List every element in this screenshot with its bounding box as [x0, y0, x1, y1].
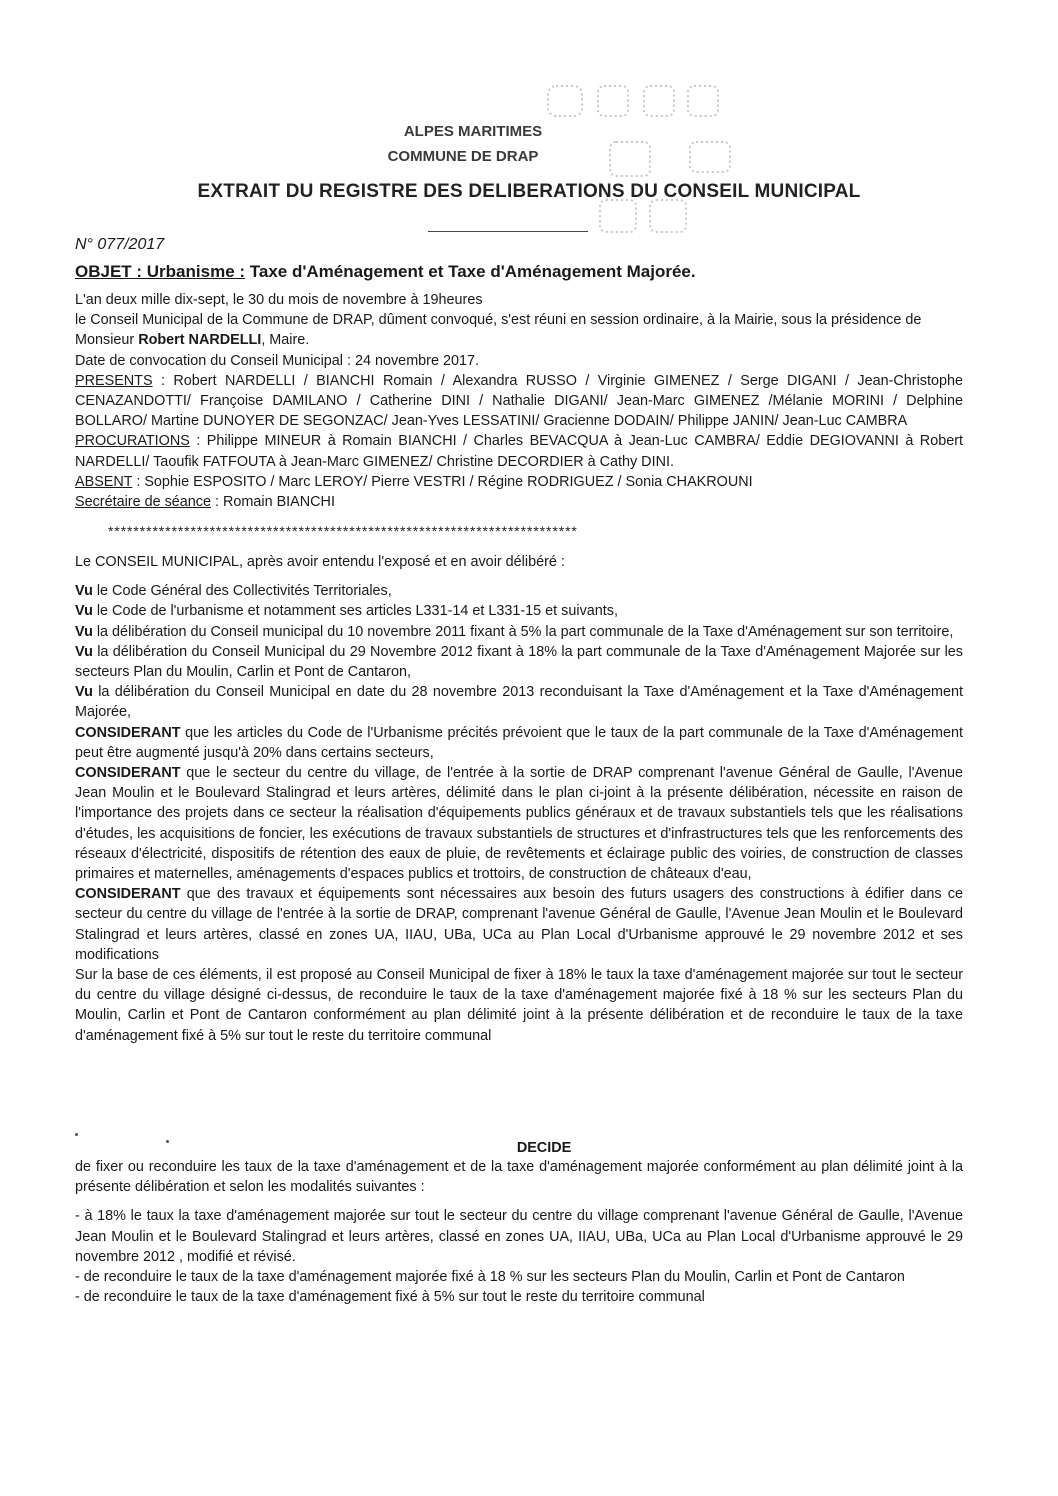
mayor-name: Robert NARDELLI: [138, 332, 262, 349]
separator-line: **************************************************************************: [108, 523, 578, 539]
session-convocation-text: le Conseil Municipal de la Commune de DRAP, dûment convoqué, s'est réuni en session ordinaire, à la Mairie, sous la présidence de Monsieur Robert NARDELLI, Maire.: [75, 312, 922, 349]
considerations: [75, 552, 963, 1046]
vu-item: Vu la délibération du Conseil Municipal en date du 28 novembre 2013 reconduisant la Taxe d'Aménagement et la Taxe d'Aménagement Majorée,: [75, 684, 963, 721]
vu-item: Vu la délibération du Conseil municipal du 10 novembre 2011 fixant à 5% la part communale de la Taxe d'Aménagement sur son territoire,: [75, 623, 954, 640]
object-text: Taxe d'Aménagement et Taxe d'Aménagement Majorée.: [245, 262, 696, 281]
considerant-item: CONSIDERANT que des travaux et équipements sont nécessaires aux besoin des futurs usagers des constructions à édifier dans ce secteur du centre du village de l'entrée à la sortie de DRAP, comprenant l'avenue Général de Gaulle, l'Avenue Jean Moulin et le Boulevard Stalingrad et leurs artères, classé en zones UA, IIAU, UBa, UCa au Plan Local d'Urbanisme approuvé le 29 novembre 2012 et ses modifications: [75, 886, 963, 963]
scan-speck: [75, 1133, 78, 1136]
scan-speck: [166, 1140, 169, 1143]
register-title: EXTRAIT DU REGISTRE DES DELIBERATIONS DU CONSEIL MUNICIPAL: [197, 181, 861, 202]
procurations-label: PROCURATIONS: [75, 433, 190, 450]
deliberation-object: [75, 262, 696, 282]
presents-label: PRESENTS: [75, 372, 153, 389]
vu-item: Vu le Code Général des Collectivités Territoriales,: [75, 583, 392, 600]
considerant-item: CONSIDERANT que les articles du Code de l'Urbanisme précités prévoient que le taux de la part communale de la Taxe d'Aménagement peut être augmenté jusqu'à 20% dans certains secteurs,: [75, 724, 963, 761]
deliberation-number: N° 077/2017: [75, 236, 165, 253]
session-date: L'an deux mille dix-sept, le 30 du mois de novembre à 19heures: [75, 292, 483, 308]
decision-item: - à 18% le taux la taxe d'aménagement majorée sur tout le secteur du centre du village comprenant l'avenue Général de Gaulle, l'Avenue Jean Moulin et le Boulevard Stalingrad et leurs artères, classé en zones UA, IIAU, UBa, UCa au Plan Local d'Urbanisme approuvé le 29 novembre 2012 , modifié et révisé.: [75, 1208, 963, 1265]
decide-heading: DECIDE: [516, 1140, 572, 1156]
decision-body: [75, 1157, 963, 1307]
opening-statement: Le CONSEIL MUNICIPAL, après avoir entendu l'exposé et en avoir délibéré :: [75, 554, 565, 570]
secretary: Secrétaire de séance : Romain BIANCHI: [75, 494, 335, 511]
commune-heading: COMMUNE DE DRAP: [387, 148, 539, 165]
decision-item: - de reconduire le taux de la taxe d'aménagement majorée fixé à 18 % sur les secteurs Plan du Moulin, Carlin et Pont de Cantaron: [75, 1269, 905, 1286]
watermark-stamp: [540, 82, 780, 277]
proposal-paragraph: Sur la base de ces éléments, il est proposé au Conseil Municipal de fixer à 18% le taux la taxe d'aménagement majorée sur tout le secteur du centre du village désigné ci-dessus, de reconduire le taux de la taxe d'aménagement majorée fixé à 18 % sur les secteurs Plan du Moulin, Carlin et Pont de Cantaron conformément au plan délimité joint à la présente délibération et de reconduire le taux de la taxe d'aménagement fixé à 5% sur tout le reste du territoire communal: [75, 967, 963, 1044]
secretary-label: Secrétaire de séance: [75, 494, 211, 511]
considerant-item: CONSIDERANT que le secteur du centre du village, de l'entrée à la sortie de DRAP comprenant l'avenue Général de Gaulle, l'Avenue Jean Moulin et le Boulevard Stalingrad et leurs artères, délimité dans le plan ci-joint à la présente délibération, nécessite en raison de l'importance des projets dans ce secteur la réalisation d'équipements publics généraux et de travaux substantiels tels que les réalisations d'études, les acquisitions de foncier, les exécutions de travaux substantiels de structures et d'infrastructures tels que les renforcements des réseaux d'électricité, dispositifs de rétention des eaux de pluie, de revêtements et éclairage public des voiries, de construction de classes primaires et maternelles, aménagements d'espaces publics et trottoirs, de construction de châteaux d'eau,: [75, 765, 963, 883]
object-label: OBJET : Urbanisme :: [75, 262, 246, 281]
decision-item: - de reconduire le taux de la taxe d'aménagement fixé à 5% sur tout le reste du territoire communal: [75, 1289, 705, 1306]
title-divider: [428, 231, 588, 232]
decision-intro: de fixer ou reconduire les taux de la taxe d'aménagement et de la taxe d'aménagement majorée conformément au plan délimité joint à la présente délibération et selon les modalités suivantes :: [75, 1159, 963, 1196]
absent-label: ABSENT: [75, 473, 133, 490]
presents-list: PRESENTS : Robert NARDELLI / BIANCHI Romain / Alexandra RUSSO / Virginie GIMENEZ / Serge DIGANI / Jean-Christophe CENAZANDOTTI/ Françoise DAMILANO / Catherine DINI / Nathalie DIGANI/ Jean-Marc GIMENEZ /Mélanie MORINI / Delphine BOLLARO/ Martine DUNOYER DE SEGONZAC/ Jean-Yves LESSATINI/ Gracienne DODAIN/ Philippe JANIN/ Jean-Luc CAMBRA: [75, 372, 963, 430]
convocation-date: Date de convocation du Conseil Municipal : 24 novembre 2017.: [75, 352, 479, 369]
department-heading: ALPES MARITIMES: [403, 123, 543, 140]
absent-list: ABSENT : Sophie ESPOSITO / Marc LEROY/ Pierre VESTRI / Régine RODRIGUEZ / Sonia CHAKROUNI: [75, 473, 753, 490]
vu-item: Vu le Code de l'urbanisme et notamment ses articles L331-14 et L331-15 et suivants,: [75, 603, 618, 620]
session-details: [75, 290, 963, 512]
vu-item: Vu la délibération du Conseil Municipal du 29 Novembre 2012 fixant à 18% la part communale de la Taxe d'Aménagement Majorée sur les secteurs Plan du Moulin, Carlin et Pont de Cantaron,: [75, 643, 963, 681]
procurations-list: PROCURATIONS : Philippe MINEUR à Romain BIANCHI / Charles BEVACQUA à Jean-Luc CAMBRA/ Eddie DEGIOVANNI à Robert NARDELLI/ Taoufik FATFOUTA à Jean-Marc GIMENEZ/ Christine DECORDIER à Cathy DINI.: [75, 433, 963, 470]
